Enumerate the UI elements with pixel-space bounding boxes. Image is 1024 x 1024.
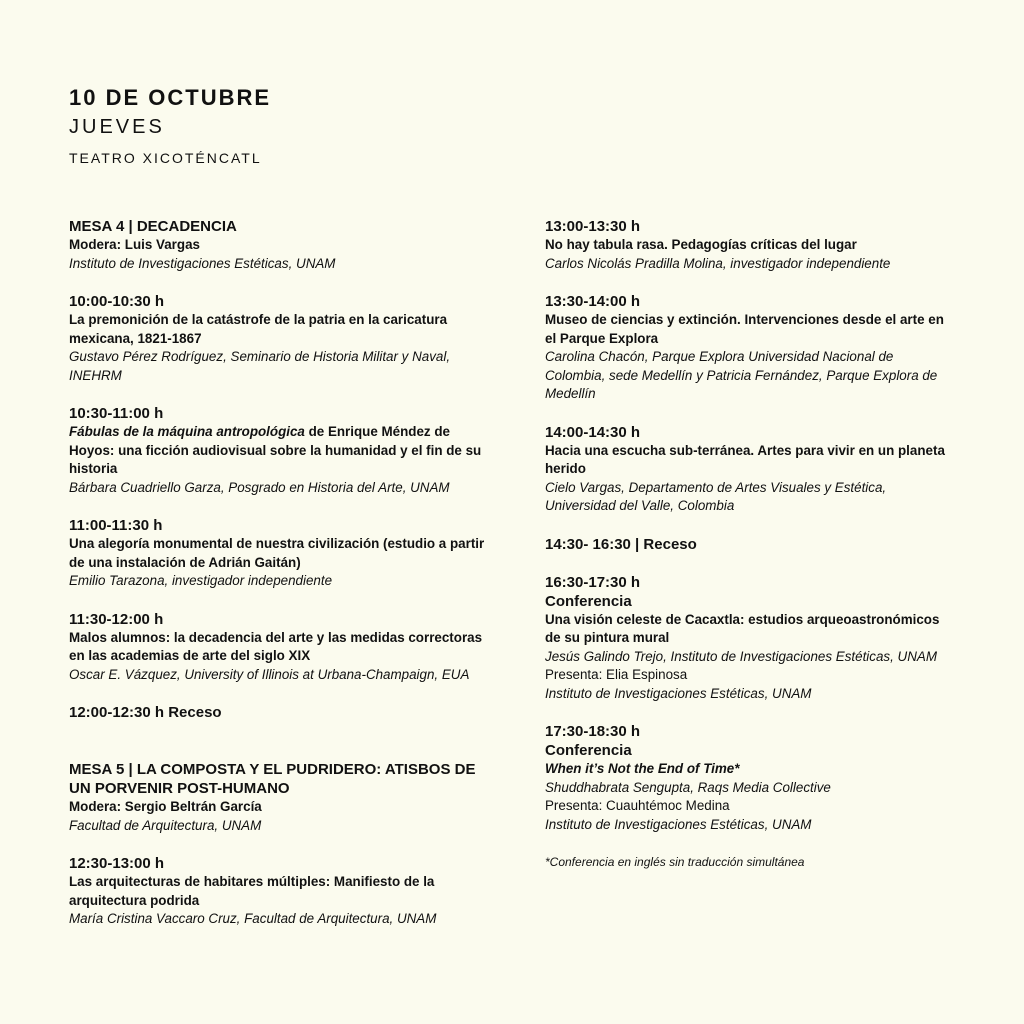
conference-block bbox=[545, 722, 955, 834]
presenter-institution: Instituto de Investigaciones Estéticas, UNAM bbox=[545, 816, 812, 832]
presenter-institution: Instituto de Investigaciones Estéticas, UNAM bbox=[545, 685, 812, 701]
session-title: No hay tabula rasa. Pedagogías críticas del lugar bbox=[545, 237, 857, 252]
session-title bbox=[69, 423, 499, 479]
session-title-italic: Fábulas de la máquina antropológica bbox=[69, 424, 305, 439]
session-title: Malos alumnos: la decadencia del arte y las medidas correctoras en las academias de arte del siglo XIX bbox=[69, 629, 483, 663]
session-block bbox=[69, 516, 499, 591]
session-time: 16:30-17:30 h bbox=[545, 573, 641, 591]
session-speaker: Carlos Nicolás Pradilla Molina, investigador independiente bbox=[545, 255, 891, 271]
schedule-right-column bbox=[545, 217, 955, 872]
event-date: 10 DE OCTUBRE bbox=[69, 85, 272, 110]
session-title: Una visión celeste de Cacaxtla: estudios arqueoastronómicos de su pintura mural bbox=[545, 611, 940, 645]
session-block bbox=[69, 292, 499, 385]
session-time: 10:00-10:30 h bbox=[69, 293, 165, 310]
session-title: Hacia una escucha sub-terránea. Artes para vivir en un planeta herido bbox=[545, 442, 945, 476]
moderator: Modera: Sergio Beltrán García bbox=[69, 799, 262, 814]
session-title: Las arquitecturas de habitares múltiples: Manifiesto de la arquitectura podrida bbox=[69, 874, 435, 908]
session-block bbox=[69, 854, 499, 929]
receso-label: 12:00-12:30 h Receso bbox=[69, 704, 222, 721]
session-speaker: Jesús Galindo Trejo, Instituto de Investigaciones Estéticas, UNAM bbox=[545, 648, 937, 664]
schedule-left-column bbox=[69, 217, 499, 929]
session-speaker: Bárbara Cuadriello Garza, Posgrado en Historia del Arte, UNAM bbox=[69, 479, 450, 495]
session-time: 11:00-11:30 h bbox=[69, 517, 163, 534]
session-time: 12:30-13:00 h bbox=[69, 855, 165, 872]
session-speaker: Carolina Chacón, Parque Explora Universidad Nacional de Colombia, sede Medellín y Patricia Fernández, Parque Explora de Medellín bbox=[545, 349, 938, 401]
moderator-institution: Instituto de Investigaciones Estéticas, UNAM bbox=[69, 255, 336, 271]
session-block bbox=[545, 292, 955, 404]
session-speaker: Gustavo Pérez Rodríguez, Seminario de Historia Militar y Naval, INEHRM bbox=[69, 349, 451, 383]
conference-block bbox=[545, 573, 955, 704]
session-title: Museo de ciencias y extinción. Intervenciones desde el arte en el Parque Explora bbox=[545, 312, 944, 346]
moderator-institution: Facultad de Arquitectura, UNAM bbox=[69, 817, 262, 833]
session-speaker: Emilio Tarazona, investigador independiente bbox=[69, 573, 333, 588]
receso-block bbox=[545, 535, 955, 554]
event-venue: TEATRO XICOTÉNCATL bbox=[69, 150, 262, 166]
conference-label: Conferencia bbox=[545, 592, 632, 610]
session-title: Una alegoría monumental de nuestra civilización (estudio a partir de una instalación de Adrián Gaitán) bbox=[69, 536, 485, 570]
session-speaker: Oscar E. Vázquez, University of Illinois at Urbana-Champaign, EUA bbox=[69, 666, 470, 682]
session-time: 13:30-14:00 h bbox=[545, 293, 641, 310]
presenter: Presenta: Elia Espinosa bbox=[545, 667, 688, 682]
event-day: JUEVES bbox=[69, 116, 165, 138]
session-speaker: Cielo Vargas, Departamento de Artes Visuales y Estética, Universidad del Valle, Colombia bbox=[545, 479, 887, 513]
session-title-rest: de Enrique Méndez de Hoyos: una ficción audiovisual sobre la humanidad y el fin de su historia bbox=[69, 424, 482, 476]
mesa-title: MESA 5 | LA COMPOSTA Y EL PUDRIDERO: ATISBOS DE UN PORVENIR POST-HUMANO bbox=[69, 761, 476, 797]
conference-label: Conferencia bbox=[545, 742, 632, 759]
session-time: 10:30-11:00 h bbox=[69, 405, 164, 422]
moderator: Modera: Luis Vargas bbox=[69, 237, 200, 252]
mesa4-block bbox=[69, 217, 499, 273]
receso-block bbox=[69, 703, 499, 722]
session-block bbox=[545, 423, 955, 516]
session-speaker: María Cristina Vaccaro Cruz, Facultad de Arquitectura, UNAM bbox=[69, 911, 437, 926]
session-time: 14:00-14:30 h bbox=[545, 423, 641, 441]
session-block bbox=[545, 217, 955, 273]
session-block bbox=[69, 610, 499, 685]
session-block bbox=[69, 404, 499, 497]
receso-label: 14:30- 16:30 | Receso bbox=[545, 535, 697, 553]
session-time: 11:30-12:00 h bbox=[69, 610, 164, 628]
session-time: 13:00-13:30 h bbox=[545, 218, 641, 235]
session-time: 17:30-18:30 h bbox=[545, 723, 641, 740]
event-header bbox=[69, 85, 271, 167]
footnote: *Conferencia en inglés sin traducción simultánea bbox=[545, 855, 805, 869]
session-speaker: Shuddhabrata Sengupta, Raqs Media Collective bbox=[545, 779, 831, 795]
session-title: La premonición de la catástrofe de la patria en la caricatura mexicana, 1821-1867 bbox=[69, 312, 448, 346]
session-title: When it’s Not the End of Time* bbox=[545, 761, 740, 776]
presenter: Presenta: Cuauhtémoc Medina bbox=[545, 798, 730, 813]
mesa-title: MESA 4 | DECADENCIA bbox=[69, 218, 237, 235]
mesa5-block bbox=[69, 760, 499, 835]
